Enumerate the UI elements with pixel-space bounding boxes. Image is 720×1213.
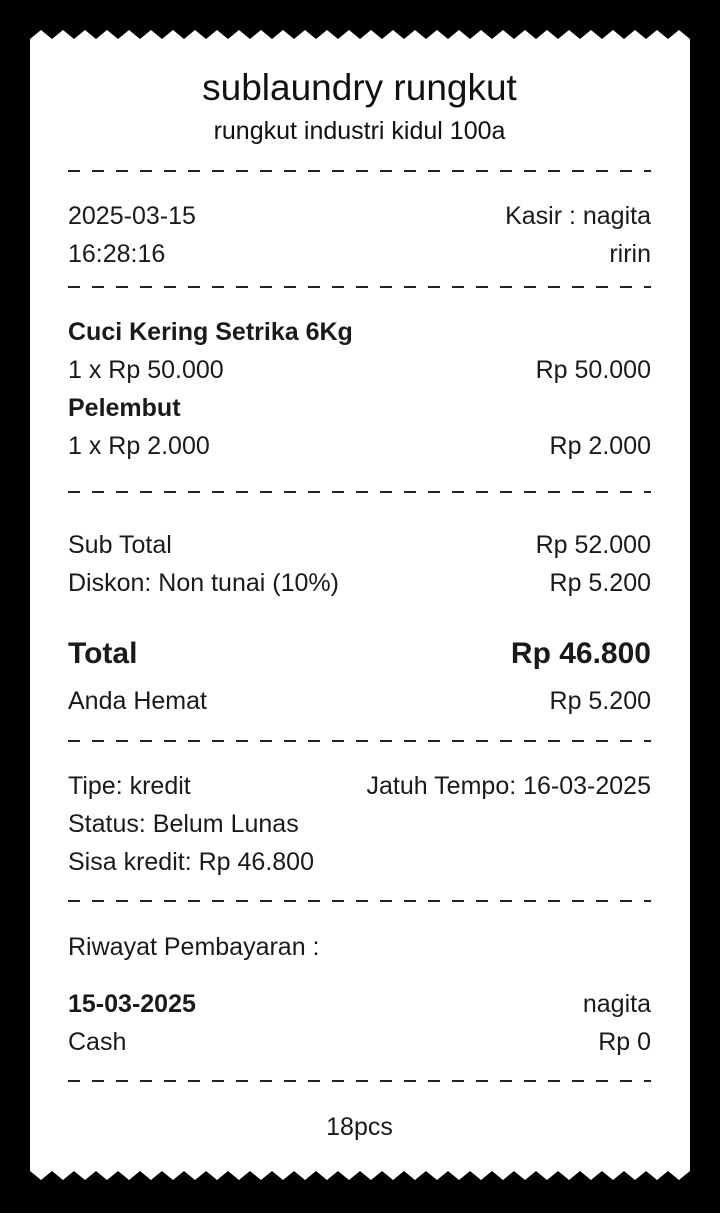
total-label: Total [68,637,138,670]
item-subtotal: Rp 2.000 [549,432,651,460]
subtotal-value: Rp 52.000 [535,531,651,559]
history-date: 15-03-2025 [68,990,196,1018]
remaining-credit-row [68,850,651,880]
history-entry-row [68,992,651,1022]
history-cashier: nagita [582,990,651,1018]
history-title: Riwayat Pembayaran : [68,933,320,961]
transaction-time: 16:28:16 [68,240,166,268]
footer-pieces: 18pcs [326,1113,393,1141]
date-cashier-row [68,204,651,234]
divider [68,170,651,172]
item-qty-price: 1 x Rp 50.000 [68,356,224,384]
total-value: Rp 46.800 [510,637,651,670]
item-name-row [68,320,651,350]
divider [68,900,651,902]
discount-label: Diskon: Non tunai (10%) [68,569,339,597]
item-price-row [68,434,651,464]
item-name: Pelembut [68,394,181,422]
shop-address: rungkut industri kidul 100a [213,117,506,145]
divider [68,1080,651,1082]
history-method: Cash [68,1028,127,1056]
item-subtotal: Rp 50.000 [535,356,651,384]
remaining-credit: Sisa kredit: Rp 46.800 [68,848,314,876]
discount-value: Rp 5.200 [549,569,651,597]
total-row [68,639,651,675]
subtotal-row [68,533,651,563]
due-date: Jatuh Tempo: 16-03-2025 [366,772,651,800]
divider [68,286,651,288]
receipt-content [68,30,651,1180]
payment-status: Status: Belum Lunas [68,810,299,838]
saved-row [68,689,651,719]
receipt [30,30,690,1180]
payment-status-row [68,812,651,842]
item-name: Cuci Kering Setrika 6Kg [68,318,353,346]
transaction-date: 2025-03-15 [68,202,196,230]
discount-row [68,571,651,601]
saved-value: Rp 5.200 [549,687,651,715]
item-name-row [68,396,651,426]
subtotal-label: Sub Total [68,531,172,559]
item-qty-price: 1 x Rp 2.000 [68,432,210,460]
time-cashier-row [68,242,651,272]
item-price-row [68,358,651,388]
payment-type: Tipe: kredit [68,772,191,800]
shop-name: sublaundry rungkut [202,67,517,108]
cashier-label: Kasir : nagita [505,202,651,230]
cashier-name-continued: ririn [609,240,651,268]
payment-type-row [68,774,651,804]
divider [68,491,651,493]
divider [68,740,651,742]
history-amount: Rp 0 [598,1028,651,1056]
saved-label: Anda Hemat [68,687,207,715]
history-method-row [68,1030,651,1060]
history-title-row [68,935,651,965]
